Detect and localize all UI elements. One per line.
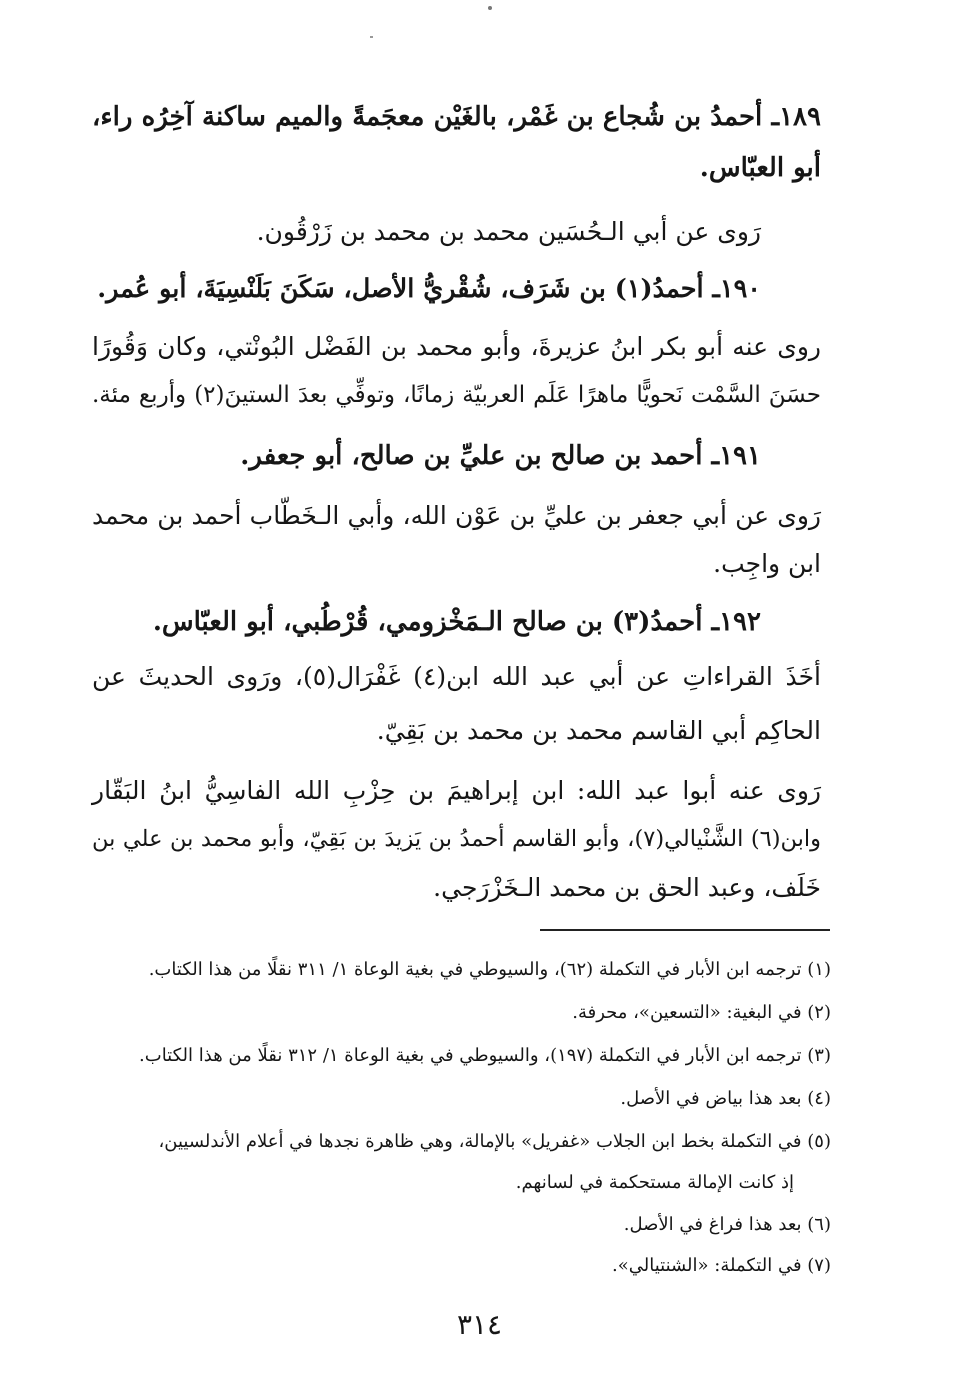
- entry-190-heading: ١٩٠ـ أحمدُ(١) بن شَرَف، شُقْريُّ الأصل، سَكَنَ بَلَنْسِيَةَ، أبو عُمر.: [97, 274, 761, 304]
- footnote-5: (٥) في التكملة بخط ابن الجلاب «غفريل» بالإمالة، وهي ظاهرة نجدها في أعلام الأندلسيين،: [158, 1131, 831, 1152]
- footnote-5-continuation: إذ كانت الإمالة مستحكمة في لسانهم.: [515, 1172, 794, 1193]
- entry-189-text: رَوى عن أبي الـحُسَين محمد بن محمد بن زَرْقُون.: [256, 217, 761, 246]
- entry-192-heading: ١٩٢ـ أحمدُ(٣) بن صالح الـمَخْزومي، قُرْطُبي، أبو العبّاس.: [152, 607, 761, 637]
- scan-dot: [488, 6, 492, 10]
- entry-192-text-line-2: الحاكِم أبي القاسم محمد بن محمد بن بَقِيّ.: [376, 716, 821, 745]
- entry-190-text-line-2: حسَنَ السَّمْت نَحويًّا ماهرًا عَلَم العربيّة زمانًا، وتوفِّي بعدَ الستينَ(٢) وأربع مئة.: [92, 382, 821, 408]
- entry-192-text-line-4: وابن(٦) الشَّنْيالي(٧)، وأبو القاسم أحمدُ بن يَزيدَ بن بَقِيّ، وأبو محمد بن علي بن: [92, 826, 822, 852]
- footnote-2: (٢) في البغية: «التسعين»، محرفة.: [572, 1002, 831, 1023]
- footnote-1: (١) ترجمه ابن الأبار في التكملة (٦٢)، والسيوطي في بغية الوعاة ١/ ٣١١ نقلًا من هذا الكتاب.: [148, 959, 831, 980]
- footnote-3: (٣) ترجمه ابن الأبار في التكملة (١٩٧)، والسيوطي في بغية الوعاة ١/ ٣١٢ نقلًا من هذا الكتاب.: [139, 1045, 831, 1066]
- footnote-separator: [540, 929, 830, 931]
- entry-189-heading-line-2: أبو العبّاس.: [699, 153, 821, 183]
- scan-dot: [370, 36, 373, 38]
- entry-192-text-line-1: أخَذَ القراءاتِ عن أبي عبد الله ابن(٤) غَفْرَال(٥)، ورَوى الحديثَ عن: [92, 662, 821, 691]
- footnote-7: (٧) في التكملة: «الشنتيالي».: [612, 1255, 831, 1276]
- entry-191-text-line-2: ابن واجِب.: [713, 549, 821, 578]
- entry-190-text-line-1: روى عنه أبو بكر ابنُ عزيرةَ، وأبو محمد بن الفَضْل البُونْتي، وكان وَقُورًا: [92, 332, 821, 361]
- footnote-4: (٤) بعد هذا بياض في الأصل.: [620, 1088, 831, 1109]
- entry-189-heading-line-1: ١٨٩ـ أحمدُ بن شُجاع بن غَمْر، بالغَيْن معجَمةً والميم ساكنة آخِرُه راء،: [92, 102, 821, 132]
- entry-192-text-line-5: خَلَف، وعبد الحق بن محمد الـخَزْرَجي.: [433, 873, 821, 902]
- footnote-6: (٦) بعد هذا فراغ في الأصل.: [623, 1214, 831, 1235]
- entry-191-heading: ١٩١ـ أحمد بن صالح بن عليِّ بن صالح، أبو جعفر.: [240, 441, 761, 471]
- entry-192-text-line-3: رَوى عنه أبوا عبد الله: ابن إبراهيمَ بن حِزْبِ الله الفاسِيُّ ابنُ البَقّار: [92, 776, 821, 805]
- page-number: ٣١٤: [456, 1308, 503, 1341]
- entry-191-text-line-1: رَوى عن أبي جعفر بن عليِّ بن عَوْن الله، وأبي الـخَطّاب أحمد بن محمد: [92, 501, 821, 530]
